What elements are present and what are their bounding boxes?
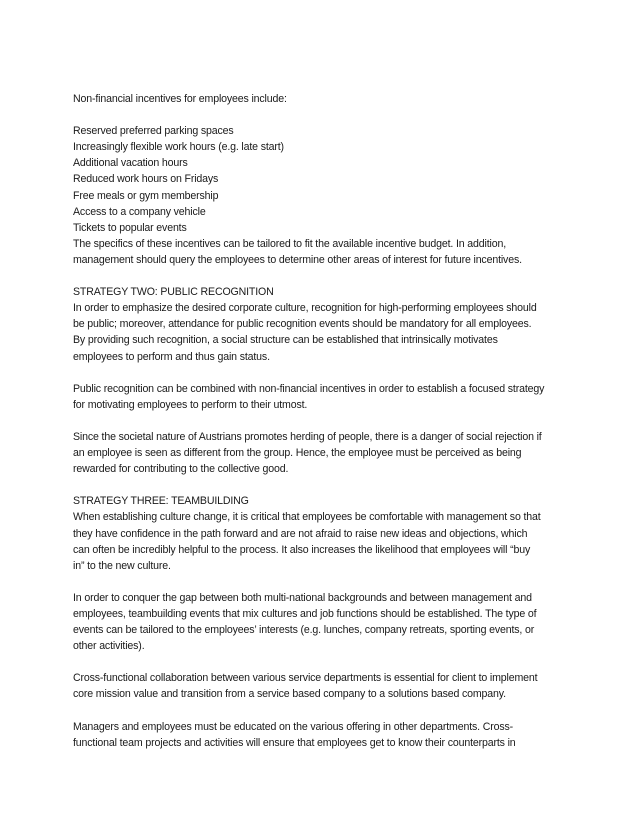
incentive-list [73,123,598,236]
list-item: Reduced work hours on Fridays [73,173,219,186]
strategy-two-paragraph-2 [73,381,598,413]
list-item: Increasingly flexible work hours (e.g. late start) [73,141,284,154]
paragraph-line: an employee is seen as different from the group. Hence, the employee must be perceived as being [73,447,522,460]
paragraph-line: Public recognition can be combined with non-financial incentives in order to establish a focused strategy [73,382,545,395]
paragraph-line: employees, teambuilding events that mix cultures and job functions should be established. The type of [73,608,537,620]
list-item: Reserved preferred parking spaces [73,125,234,138]
paragraph-line: events can be tailored to the employees’ interests (e.g. lunches, company retreats, sporting events, or [73,624,535,637]
paragraph-line: In order to conquer the gap between both multi-national backgrounds and between management and [73,591,532,604]
list-item: Additional vacation hours [73,157,188,170]
paragraph-line: Cross-functional collaboration between various service departments is essential for client to implement [73,672,538,685]
strategy-three-heading: STRATEGY THREE: TEAMBUILDING [73,495,249,508]
paragraph-line: Since the societal nature of Austrians promotes herding of people, there is a danger of social rejection if [73,430,542,443]
list-item: Free meals or gym membership [73,189,219,202]
paragraph-line: core mission value and transition from a service based company to a solutions based company. [73,688,506,701]
strategy-two-heading: STRATEGY TWO: PUBLIC RECOGNITION [73,286,274,299]
specifics-paragraph [73,236,598,268]
paragraph-line: rewarded for contributing to the collective good. [73,463,289,476]
strategy-two-paragraph-3 [73,429,598,477]
paragraph-line: other activities). [73,640,145,653]
list-item: Access to a company vehicle [73,205,206,218]
paragraph-line: Managers and employees must be educated on the various offering in other departments. Cross- [73,720,514,733]
paragraph-line: When establishing culture change, it is critical that employees be comfortable with management so that [73,511,541,524]
paragraph-line: be public; moreover, attendance for public recognition events should be mandatory for all employees. [73,318,532,331]
strategy-three-paragraph-1 [73,509,598,573]
paragraph-line: The specifics of these incentives can be tailored to fit the available incentive budget. In addition, [73,237,507,250]
paragraph-line: By providing such recognition, a social structure can be established that intrinsically motivates [73,334,498,347]
strategy-three-paragraph-3 [73,670,598,702]
intro-line: Non-financial incentives for employees include: [73,93,287,105]
paragraph-line: employees to perform and thus gain status. [73,350,270,363]
paragraph-line: in” to the new culture. [73,559,171,572]
paragraph-line: they have confidence in the path forward and are not afraid to raise new ideas and objections, which [73,527,528,540]
strategy-three-paragraph-4 [73,719,598,751]
paragraph-line: can often be incredibly helpful to the process. It also increases the likelihood that employees will “buy [73,543,531,556]
paragraph-line: In order to emphasize the desired corporate culture, recognition for high-performing employees should [73,302,537,315]
paragraph-line: functional team projects and activities will ensure that employees get to know their counterparts in [73,736,516,749]
strategy-two-paragraph-1 [73,300,598,364]
paragraph-line: for motivating employees to perform to their utmost. [73,398,308,411]
list-item: Tickets to popular events [73,221,187,234]
paragraph-line: management should query the employees to determine other areas of interest for future incentives. [73,253,522,266]
strategy-three-paragraph-2 [73,590,598,654]
